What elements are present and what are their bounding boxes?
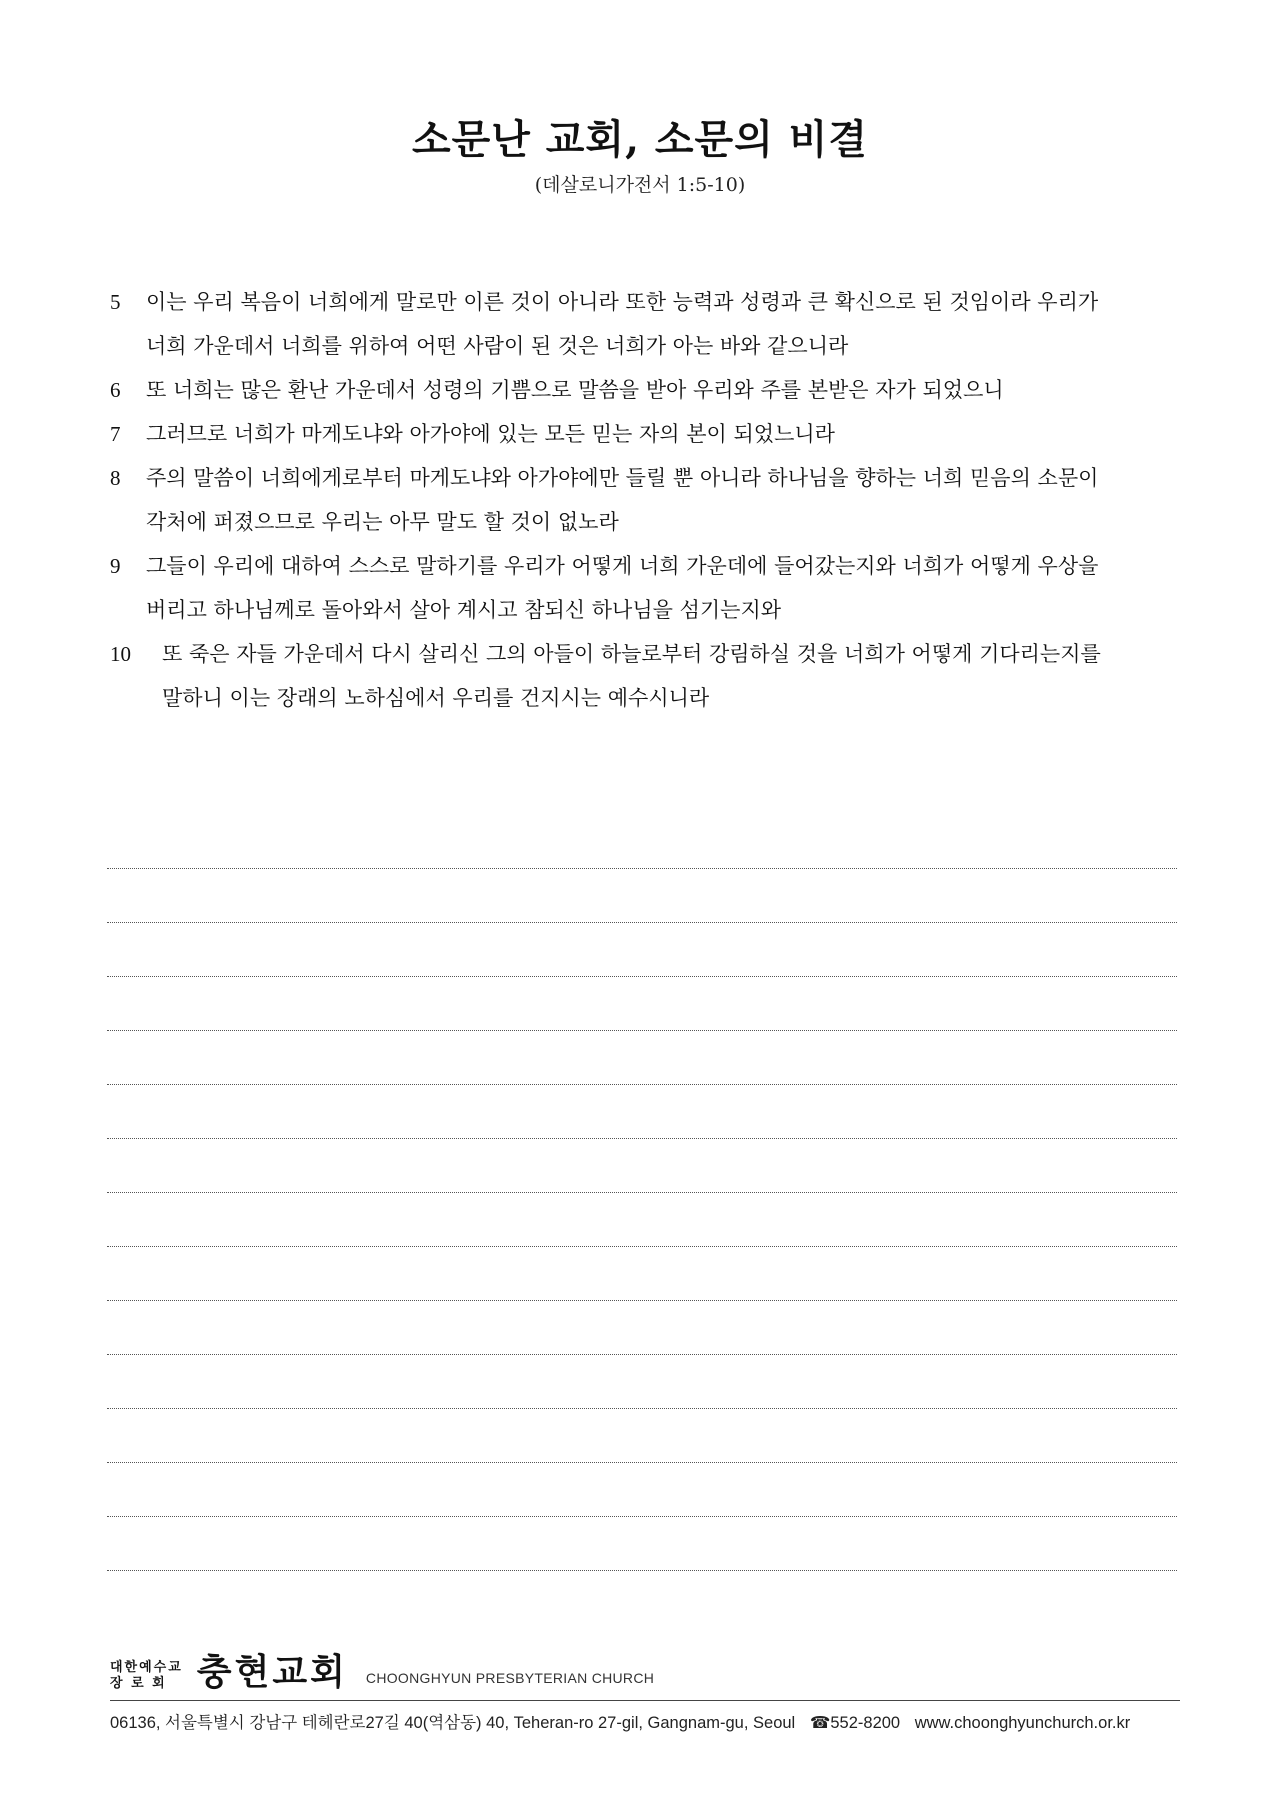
note-line <box>107 1193 1177 1247</box>
verse-line: 주의 말씀이 너희에게로부터 마게도냐와 아가야에만 들릴 뿐 아니라 하나님을 향하는 너희 믿음의 소문이 <box>146 466 1099 490</box>
verse-number: 8 <box>110 466 121 490</box>
footer-divider <box>110 1700 1180 1701</box>
note-line <box>107 1247 1177 1301</box>
page-title: 소문난 교회, 소문의 비결 <box>411 116 869 163</box>
church-english-name: CHOONGHYUN PRESBYTERIAN CHURCH <box>365 1670 655 1686</box>
verse-line: 이는 우리 복음이 너희에게 말로만 이른 것이 아니라 또한 능력과 성령과 큰 확신으로 된 것임이라 우리가 <box>146 290 1099 314</box>
note-area <box>107 815 1177 1571</box>
note-line <box>107 1031 1177 1085</box>
verse <box>110 412 1190 456</box>
church-footer <box>110 1640 1180 1733</box>
verse-number: 7 <box>110 422 121 446</box>
note-line <box>107 1409 1177 1463</box>
verse <box>110 280 1190 368</box>
note-line <box>107 1139 1177 1193</box>
note-line <box>107 1085 1177 1139</box>
verse <box>110 368 1190 412</box>
note-line <box>107 923 1177 977</box>
verse <box>110 544 1190 632</box>
denomination-mark: 대한예수교 장 로 회 <box>110 1660 183 1691</box>
note-line <box>107 869 1177 923</box>
verse-number: 6 <box>110 378 121 402</box>
verse-line: 너희 가운데서 너희를 위하여 어떤 사람이 된 것은 너희가 아는 바와 같으니라 <box>146 334 849 358</box>
verse-line: 또 너희는 많은 환난 가운데서 성령의 기쁨으로 말씀을 받아 우리와 주를 본받은 자가 되었으니 <box>146 378 1004 402</box>
note-line <box>107 815 1177 869</box>
verse-line: 그러므로 너희가 마게도냐와 아가야에 있는 모든 믿는 자의 본이 되었느니라 <box>146 422 835 446</box>
contact-info <box>110 1709 1180 1733</box>
note-line <box>107 1355 1177 1409</box>
verse-line: 또 죽은 자들 가운데서 다시 살리신 그의 아들이 하늘로부터 강림하실 것을 너희가 어떻게 기다리는지를 <box>162 642 1101 666</box>
church-logo: 충현교회 <box>196 1651 348 1693</box>
scripture-passage <box>110 280 1190 720</box>
phone: ☎552-8200 <box>809 1714 901 1732</box>
verse-line: 그들이 우리에 대하여 스스로 말하기를 우리가 어떻게 너희 가운데에 들어갔는지와 너희가 어떻게 우상을 <box>146 554 1099 578</box>
note-line <box>107 1463 1177 1517</box>
verse-line: 각처에 퍼졌으므로 우리는 아무 말도 할 것이 없노라 <box>146 510 619 534</box>
verse-line: 버리고 하나님께로 돌아와서 살아 계시고 참되신 하나님을 섬기는지와 <box>146 598 782 622</box>
verse-number: 5 <box>110 290 121 314</box>
note-line <box>107 977 1177 1031</box>
address: 06136, 서울특별시 강남구 테헤란로27길 40(역삼동) 40, Teheran-ro 27-gil, Gangnam-gu, Seoul <box>110 1714 796 1732</box>
note-line <box>107 1517 1177 1571</box>
verse-number: 10 <box>110 642 131 666</box>
website-link[interactable]: www.choonghyunchurch.or.kr <box>914 1714 1131 1732</box>
note-line <box>107 1301 1177 1355</box>
verse <box>110 632 1190 720</box>
church-brand <box>110 1640 1180 1692</box>
verse <box>110 456 1190 544</box>
scripture-reference: (데살로니가전서 1:5-10) <box>534 174 746 196</box>
verse-line: 말하니 이는 장래의 노하심에서 우리를 건지시는 예수시니라 <box>162 686 710 710</box>
verse-number: 9 <box>110 554 121 578</box>
